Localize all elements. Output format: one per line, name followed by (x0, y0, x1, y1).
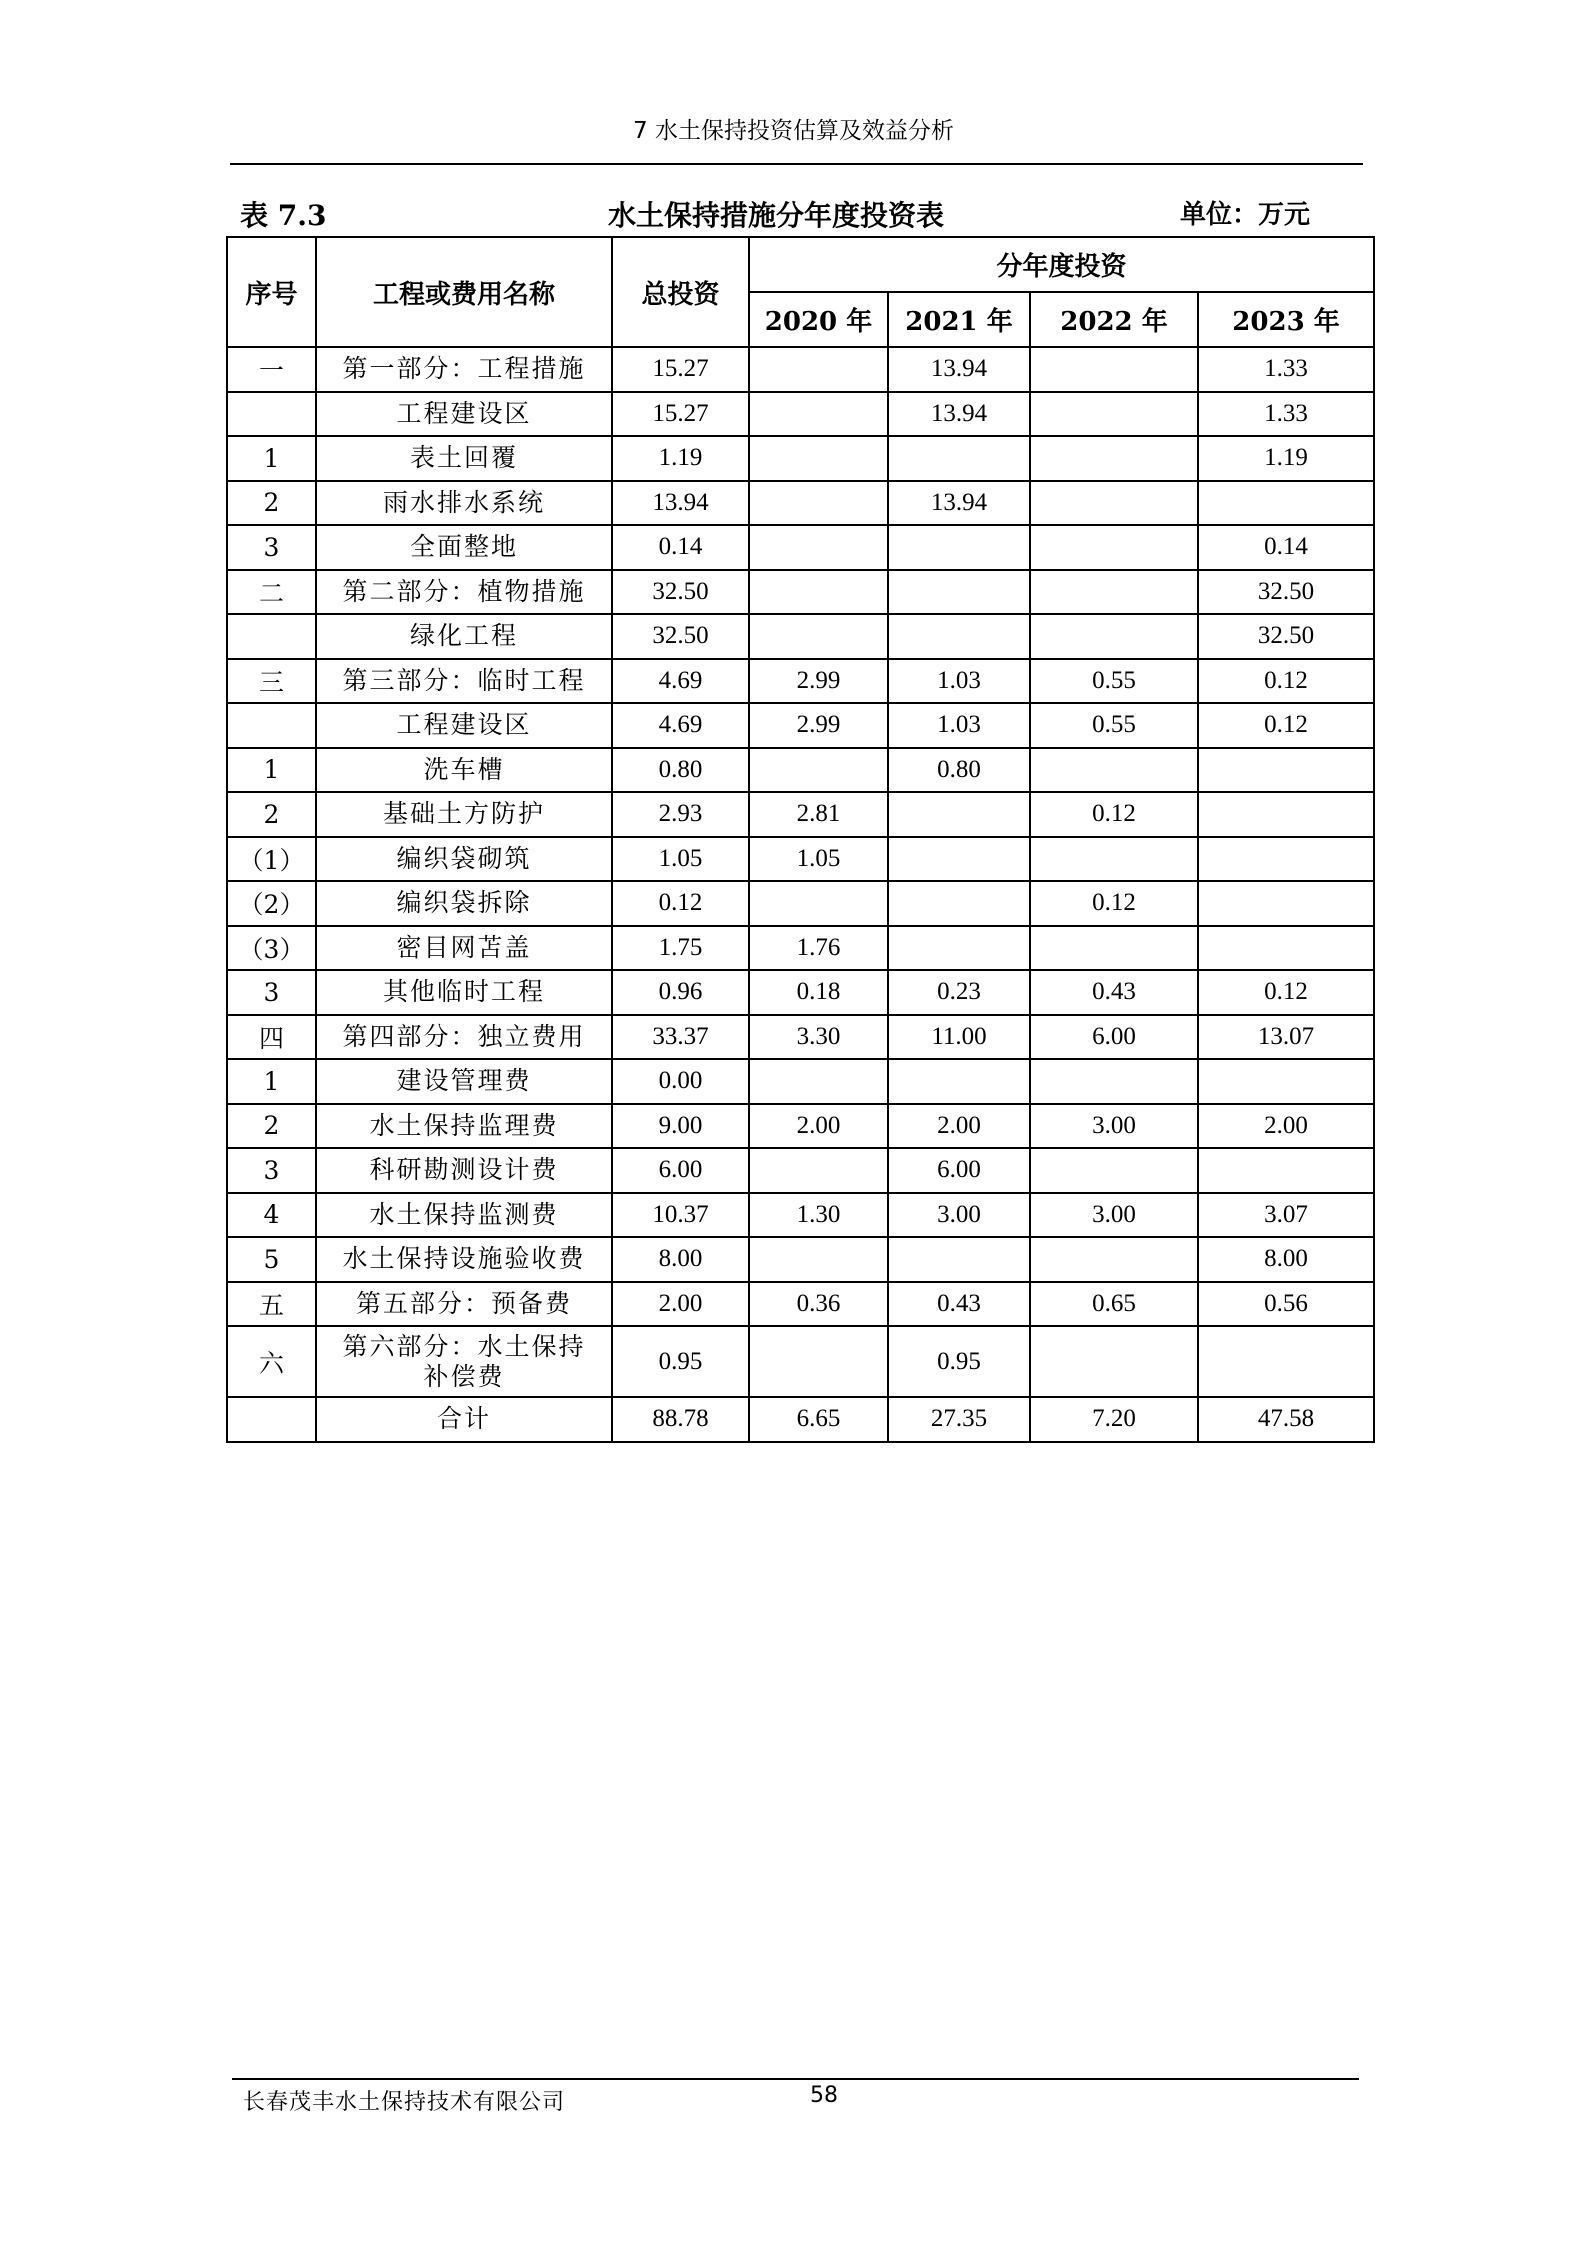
table-row (227, 1237, 1374, 1282)
row-value-total: 4.69 (612, 703, 749, 748)
row-value-y2020 (749, 1237, 888, 1282)
row-name: 第一部分：工程措施 (316, 347, 612, 392)
row-name: 科研勘测设计费 (316, 1148, 612, 1193)
row-value-total: 13.94 (612, 481, 749, 526)
table-number: 表 7.3 (240, 199, 327, 232)
row-seq: 四 (227, 1015, 316, 1060)
table-caption (240, 194, 1332, 234)
row-name: 洗车槽 (316, 748, 612, 793)
row-value-total: 0.14 (612, 525, 749, 570)
row-value-total: 88.78 (612, 1397, 749, 1442)
row-seq: 3 (227, 525, 316, 570)
row-value-y2022 (1030, 837, 1198, 882)
row-value-y2021: 2.00 (888, 1104, 1030, 1149)
row-name: 绿化工程 (316, 614, 612, 659)
table-row (227, 481, 1374, 526)
row-value-total: 1.05 (612, 837, 749, 882)
row-name: 第三部分：临时工程 (316, 659, 612, 704)
row-value-y2021: 27.35 (888, 1397, 1030, 1442)
row-seq (227, 1397, 316, 1442)
row-value-y2023 (1198, 881, 1374, 926)
row-name: 表土回覆 (316, 436, 612, 481)
row-name: 工程建设区 (316, 703, 612, 748)
investment-table (226, 236, 1375, 1443)
row-value-y2021 (888, 1237, 1030, 1282)
row-value-y2021: 0.43 (888, 1282, 1030, 1327)
table-unit: 单位：万元 (1180, 200, 1311, 230)
row-name-line2: 补偿费 (423, 1361, 505, 1391)
row-seq: 3 (227, 1148, 316, 1193)
row-value-total: 6.00 (612, 1148, 749, 1193)
row-value-total: 0.80 (612, 748, 749, 793)
row-value-y2022: 6.00 (1030, 1015, 1198, 1060)
row-seq: 3 (227, 970, 316, 1015)
table-row (227, 792, 1374, 837)
table-row (227, 926, 1374, 971)
header-name: 工程或费用名称 (316, 237, 612, 347)
row-value-y2023 (1198, 1326, 1374, 1397)
row-value-y2020 (749, 881, 888, 926)
row-value-y2021: 13.94 (888, 347, 1030, 392)
row-value-total: 0.95 (612, 1326, 749, 1397)
row-value-y2020 (749, 436, 888, 481)
row-name: 合计 (316, 1397, 612, 1442)
row-value-y2023: 0.14 (1198, 525, 1374, 570)
row-value-total: 0.00 (612, 1059, 749, 1104)
row-value-y2021: 0.23 (888, 970, 1030, 1015)
row-value-y2023 (1198, 748, 1374, 793)
row-value-y2021 (888, 881, 1030, 926)
row-value-y2022 (1030, 525, 1198, 570)
table-row (227, 748, 1374, 793)
row-value-y2021 (888, 1059, 1030, 1104)
row-value-y2022 (1030, 1148, 1198, 1193)
table-row (227, 1148, 1374, 1193)
row-value-y2021: 0.95 (888, 1326, 1030, 1397)
page-number: 58 (810, 2083, 838, 2108)
table-row (227, 347, 1374, 392)
row-name: 第四部分：独立费用 (316, 1015, 612, 1060)
row-value-y2023: 1.33 (1198, 347, 1374, 392)
table-row (227, 436, 1374, 481)
row-seq: 二 (227, 570, 316, 615)
row-value-total: 0.96 (612, 970, 749, 1015)
row-name: 水土保持设施验收费 (316, 1237, 612, 1282)
row-name: 工程建设区 (316, 392, 612, 437)
row-value-y2022: 3.00 (1030, 1104, 1198, 1149)
row-value-y2020: 0.36 (749, 1282, 888, 1327)
table-body (227, 347, 1374, 1442)
row-value-y2020: 1.76 (749, 926, 888, 971)
row-value-y2022: 0.12 (1030, 792, 1198, 837)
row-value-y2020: 6.65 (749, 1397, 888, 1442)
row-name: 水土保持监理费 (316, 1104, 612, 1149)
header-annual: 分年度投资 (749, 237, 1374, 292)
row-seq: 4 (227, 1193, 316, 1238)
row-value-y2022 (1030, 1059, 1198, 1104)
row-value-y2021: 6.00 (888, 1148, 1030, 1193)
row-value-y2022: 0.12 (1030, 881, 1198, 926)
header-seq: 序号 (227, 237, 316, 347)
row-value-y2020 (749, 525, 888, 570)
row-value-total: 1.75 (612, 926, 749, 971)
row-value-y2023: 0.12 (1198, 659, 1374, 704)
table-row (227, 970, 1374, 1015)
row-value-y2023: 0.12 (1198, 703, 1374, 748)
header-year-2022: 2022 年 (1030, 292, 1198, 347)
table-row (227, 659, 1374, 704)
row-seq: 5 (227, 1237, 316, 1282)
row-value-y2023 (1198, 1148, 1374, 1193)
row-seq: （2） (227, 881, 316, 926)
row-value-y2020: 2.99 (749, 703, 888, 748)
table-row (227, 1193, 1374, 1238)
row-name: 其他临时工程 (316, 970, 612, 1015)
row-value-y2021: 11.00 (888, 1015, 1030, 1060)
header-year-2020: 2020 年 (749, 292, 888, 347)
row-value-y2023: 1.19 (1198, 436, 1374, 481)
row-value-total: 0.12 (612, 881, 749, 926)
row-value-y2020 (749, 1148, 888, 1193)
table-row (227, 614, 1374, 659)
row-value-y2020 (749, 570, 888, 615)
row-name: 第二部分：植物措施 (316, 570, 612, 615)
row-seq: 六 (227, 1326, 316, 1397)
row-value-y2020 (749, 392, 888, 437)
row-value-y2023 (1198, 481, 1374, 526)
row-value-y2020: 1.30 (749, 1193, 888, 1238)
row-value-y2023: 47.58 (1198, 1397, 1374, 1442)
table-title: 水土保持措施分年度投资表 (608, 199, 945, 232)
row-value-y2023: 0.12 (1198, 970, 1374, 1015)
row-seq: 三 (227, 659, 316, 704)
row-value-y2022: 7.20 (1030, 1397, 1198, 1442)
row-name: 雨水排水系统 (316, 481, 612, 526)
row-value-y2021: 1.03 (888, 659, 1030, 704)
row-value-total: 15.27 (612, 392, 749, 437)
table-row (227, 1059, 1374, 1104)
row-value-y2021: 1.03 (888, 703, 1030, 748)
page-header-title: 7 水土保持投资估算及效益分析 (633, 118, 954, 144)
row-value-y2022: 0.43 (1030, 970, 1198, 1015)
row-seq (227, 703, 316, 748)
row-name-line1: 第六部分：水土保持 (342, 1331, 586, 1361)
row-name: 全面整地 (316, 525, 612, 570)
row-value-total: 15.27 (612, 347, 749, 392)
row-value-y2023: 1.33 (1198, 392, 1374, 437)
row-value-total: 2.00 (612, 1282, 749, 1327)
row-value-y2022: 3.00 (1030, 1193, 1198, 1238)
row-value-total: 9.00 (612, 1104, 749, 1149)
table-row (227, 703, 1374, 748)
row-value-y2021 (888, 570, 1030, 615)
header-total: 总投资 (612, 237, 749, 347)
row-value-total: 4.69 (612, 659, 749, 704)
row-seq: （3） (227, 926, 316, 971)
row-seq: 2 (227, 1104, 316, 1149)
row-value-y2022 (1030, 436, 1198, 481)
table-row (227, 1015, 1374, 1060)
row-value-y2020 (749, 1326, 888, 1397)
table-row (227, 570, 1374, 615)
row-name: 基础土方防护 (316, 792, 612, 837)
row-value-y2021: 0.80 (888, 748, 1030, 793)
table-row (227, 392, 1374, 437)
row-value-y2023 (1198, 792, 1374, 837)
row-value-y2022 (1030, 1237, 1198, 1282)
row-value-total: 1.19 (612, 436, 749, 481)
row-value-y2022 (1030, 570, 1198, 615)
row-value-y2022: 0.55 (1030, 703, 1198, 748)
row-value-y2020: 2.99 (749, 659, 888, 704)
row-value-y2022 (1030, 748, 1198, 793)
row-value-total: 32.50 (612, 614, 749, 659)
row-value-y2021: 13.94 (888, 481, 1030, 526)
row-seq (227, 614, 316, 659)
row-value-y2022 (1030, 614, 1198, 659)
row-value-y2021: 3.00 (888, 1193, 1030, 1238)
row-value-y2021 (888, 926, 1030, 971)
row-value-y2020: 2.81 (749, 792, 888, 837)
row-name (316, 1326, 612, 1397)
table-row (227, 1397, 1374, 1442)
row-value-y2021 (888, 792, 1030, 837)
row-value-y2022 (1030, 392, 1198, 437)
row-value-y2020: 3.30 (749, 1015, 888, 1060)
row-seq: 1 (227, 1059, 316, 1104)
row-value-y2023: 32.50 (1198, 614, 1374, 659)
row-value-y2021 (888, 436, 1030, 481)
row-name: 密目网苫盖 (316, 926, 612, 971)
row-value-y2020: 2.00 (749, 1104, 888, 1149)
row-value-y2023: 3.07 (1198, 1193, 1374, 1238)
row-value-y2021 (888, 614, 1030, 659)
row-seq: 一 (227, 347, 316, 392)
row-seq: （1） (227, 837, 316, 882)
table-row (227, 525, 1374, 570)
row-value-total: 10.37 (612, 1193, 749, 1238)
row-value-total: 32.50 (612, 570, 749, 615)
row-value-y2022 (1030, 481, 1198, 526)
row-seq: 2 (227, 481, 316, 526)
row-value-y2023 (1198, 926, 1374, 971)
row-value-y2022 (1030, 347, 1198, 392)
table-row (227, 881, 1374, 926)
row-seq: 1 (227, 436, 316, 481)
header-year-2021: 2021 年 (888, 292, 1030, 347)
row-name: 编织袋砌筑 (316, 837, 612, 882)
row-name: 编织袋拆除 (316, 881, 612, 926)
row-value-total: 8.00 (612, 1237, 749, 1282)
row-name: 第五部分：预备费 (316, 1282, 612, 1327)
row-value-y2020: 0.18 (749, 970, 888, 1015)
footer-divider (232, 2078, 1359, 2080)
row-value-y2023: 13.07 (1198, 1015, 1374, 1060)
row-name: 水土保持监测费 (316, 1193, 612, 1238)
row-value-y2021 (888, 525, 1030, 570)
row-value-total: 33.37 (612, 1015, 749, 1060)
row-value-y2020 (749, 347, 888, 392)
row-value-y2020 (749, 481, 888, 526)
row-seq (227, 392, 316, 437)
row-value-y2020 (749, 748, 888, 793)
row-seq: 五 (227, 1282, 316, 1327)
row-value-y2022: 0.65 (1030, 1282, 1198, 1327)
row-value-y2023: 32.50 (1198, 570, 1374, 615)
row-value-y2020 (749, 1059, 888, 1104)
row-value-y2023 (1198, 1059, 1374, 1104)
table-row (227, 837, 1374, 882)
row-value-total: 2.93 (612, 792, 749, 837)
row-value-y2023: 8.00 (1198, 1237, 1374, 1282)
header-year-2023: 2023 年 (1198, 292, 1374, 347)
footer-company: 长春茂丰水土保持技术有限公司 (243, 2090, 566, 2115)
table-row (227, 1326, 1374, 1397)
row-value-y2022 (1030, 926, 1198, 971)
row-value-y2023 (1198, 837, 1374, 882)
row-value-y2023: 2.00 (1198, 1104, 1374, 1149)
row-value-y2020 (749, 614, 888, 659)
row-value-y2020: 1.05 (749, 837, 888, 882)
row-value-y2021 (888, 837, 1030, 882)
row-seq: 2 (227, 792, 316, 837)
table-row (227, 1282, 1374, 1327)
row-name: 建设管理费 (316, 1059, 612, 1104)
table-row (227, 1104, 1374, 1149)
row-value-y2021: 13.94 (888, 392, 1030, 437)
row-value-y2022 (1030, 1326, 1198, 1397)
row-seq: 1 (227, 748, 316, 793)
header-divider (230, 163, 1363, 165)
row-value-y2022: 0.55 (1030, 659, 1198, 704)
row-value-y2023: 0.56 (1198, 1282, 1374, 1327)
